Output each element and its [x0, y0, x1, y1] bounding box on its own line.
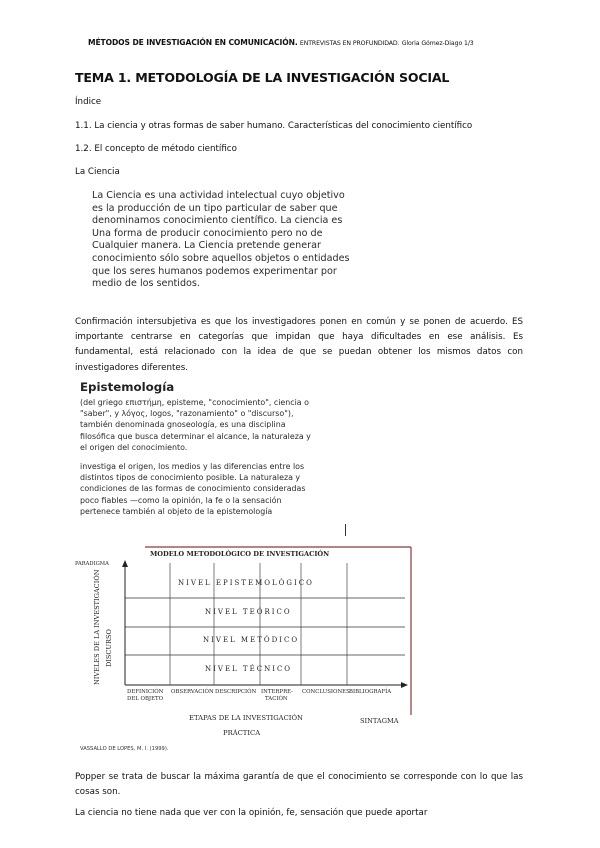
- level-epistemologico: NIVEL EPISTEMOLÓGICO: [178, 579, 314, 587]
- image-line: La Ciencia es una actividad intelectual cuyo objetivo: [92, 190, 345, 201]
- x-label-sintagma: SINTAGMA: [360, 717, 399, 725]
- image-line: también denominada gnoseología, es una disciplina: [80, 420, 286, 430]
- paragraph-confirmacion: Confirmación intersubjetiva es que los investigadores ponen en común y se ponen de acuerdo. ES importante centrarse en categorías que impidan que haya dificultades en ese análisis. Es fundamental, está relacionado con la idea de que se puedan obtener los mismos datos con investigadores diferentes.: [75, 317, 523, 373]
- header-subtitle: ENTREVISTAS EN PROFUNDIDAD.: [299, 40, 400, 47]
- x-axis-arrow: [401, 682, 408, 688]
- image-line: poco fiables —como la opinión, la fe o la sensación: [80, 495, 282, 505]
- index-item-1-1: 1.1. La ciencia y otras formas de saber humano. Características del conocimiento científico: [75, 121, 473, 131]
- x-label-etapas: ETAPAS DE LA INVESTIGACIÓN: [189, 714, 303, 722]
- image-line: el origen del conocimiento.: [80, 442, 188, 452]
- y-axis-arrow: [122, 560, 128, 567]
- header-title: MÉTODOS DE INVESTIGACIÓN EN COMUNICACIÓN.: [88, 38, 298, 47]
- image-line: (del griego επιστήμη, episteme, "conocimiento", ciencia o: [80, 398, 309, 407]
- level-teorico: NIVEL TEÓRICO: [205, 608, 292, 616]
- stage-interpretacion: INTERPRE-: [261, 689, 293, 695]
- image-line: condiciones de las formas de conocimiento consideradas: [80, 484, 306, 494]
- page-header: [88, 38, 474, 47]
- ciencia-definition-image: [92, 190, 350, 291]
- level-metodico: NIVEL METÓDICO: [203, 636, 300, 644]
- diagram-svg: [75, 545, 413, 745]
- image-line: pertenece también al objeto de la epistemología: [80, 506, 273, 516]
- image-line: Una forma de producir conocimiento pero no de: [92, 227, 323, 239]
- stage-observacion: OBSERVACIÓN: [171, 689, 214, 695]
- image-line: "saber", y λόγος, logos, "razonamiento" o "discurso"),: [80, 409, 294, 419]
- stage-definicion-2: DEL OBJETO: [127, 696, 164, 702]
- index-item-1-2: 1.2. El concepto de método científico: [75, 144, 237, 154]
- header-author-page: Gloria Gómez-Diago 1/3: [401, 40, 474, 47]
- diagram-title: MODELO METODOLÓGICO DE INVESTIGACIÓN: [150, 550, 330, 558]
- image-line: medio de los sentidos.: [92, 278, 200, 290]
- stage-descripcion: DESCRIPCIÓN: [215, 689, 257, 695]
- image-line: Cualquier manera. La Ciencia pretende generar: [92, 240, 321, 252]
- image-line: distintos tipos de conocimiento posible. La naturaleza y: [80, 473, 301, 483]
- y-label-niveles: NIVELES DE LA INVESTIGACIÓN: [93, 569, 101, 685]
- stage-conclusiones: CONCLUSIONES: [302, 689, 350, 695]
- page-title: TEMA 1. METODOLOGÍA DE LA INVESTIGACIÓN SOCIAL: [75, 70, 450, 85]
- methodology-diagram: [75, 545, 413, 745]
- epistemologia-image: [80, 380, 360, 517]
- level-tecnico: NIVEL TÉCNICO: [205, 665, 293, 673]
- section-ciencia: La Ciencia: [75, 167, 120, 177]
- y-label-discurso: DISCURSO: [105, 629, 113, 667]
- paragraph-opinion: La ciencia no tiene nada que ver con la opinión, fe, sensación que puede aportar: [75, 808, 428, 818]
- image-line: investiga el origen, los medios y las diferencias entre los: [80, 462, 305, 472]
- diagram-paradigma: PARADIGMA: [75, 561, 109, 567]
- image-line: que los seres humanos podemos experimentar por: [92, 265, 337, 277]
- image-line: conocimiento sólo sobre aquellos objetos o entidades: [92, 252, 350, 264]
- stage-definicion: DEFINICIÓN: [127, 689, 164, 695]
- text-cursor: [345, 524, 346, 536]
- epistemologia-heading: Epistemología: [80, 380, 175, 394]
- image-line: denominamos conocimiento científico. La ciencia es: [92, 215, 343, 227]
- x-label-practica: PRÁCTICA: [223, 729, 261, 737]
- index-label: Índice: [75, 97, 102, 107]
- image-line: filosófica que busca determinar el alcance, la naturaleza y: [80, 431, 311, 441]
- image-line: es la producción de un tipo particular de saber que: [92, 202, 338, 214]
- diagram-citation: VASSALLO DE LOPES, M. I. (1999).: [80, 746, 169, 752]
- stage-interpretacion-2: TACIÓN: [265, 696, 288, 702]
- stage-bibliografia: BIBLIOGRAFÍA: [349, 689, 392, 695]
- paragraph-popper: Popper se trata de buscar la máxima garantía de que el conocimiento se corresponde con lo que las cosas son.: [75, 772, 523, 798]
